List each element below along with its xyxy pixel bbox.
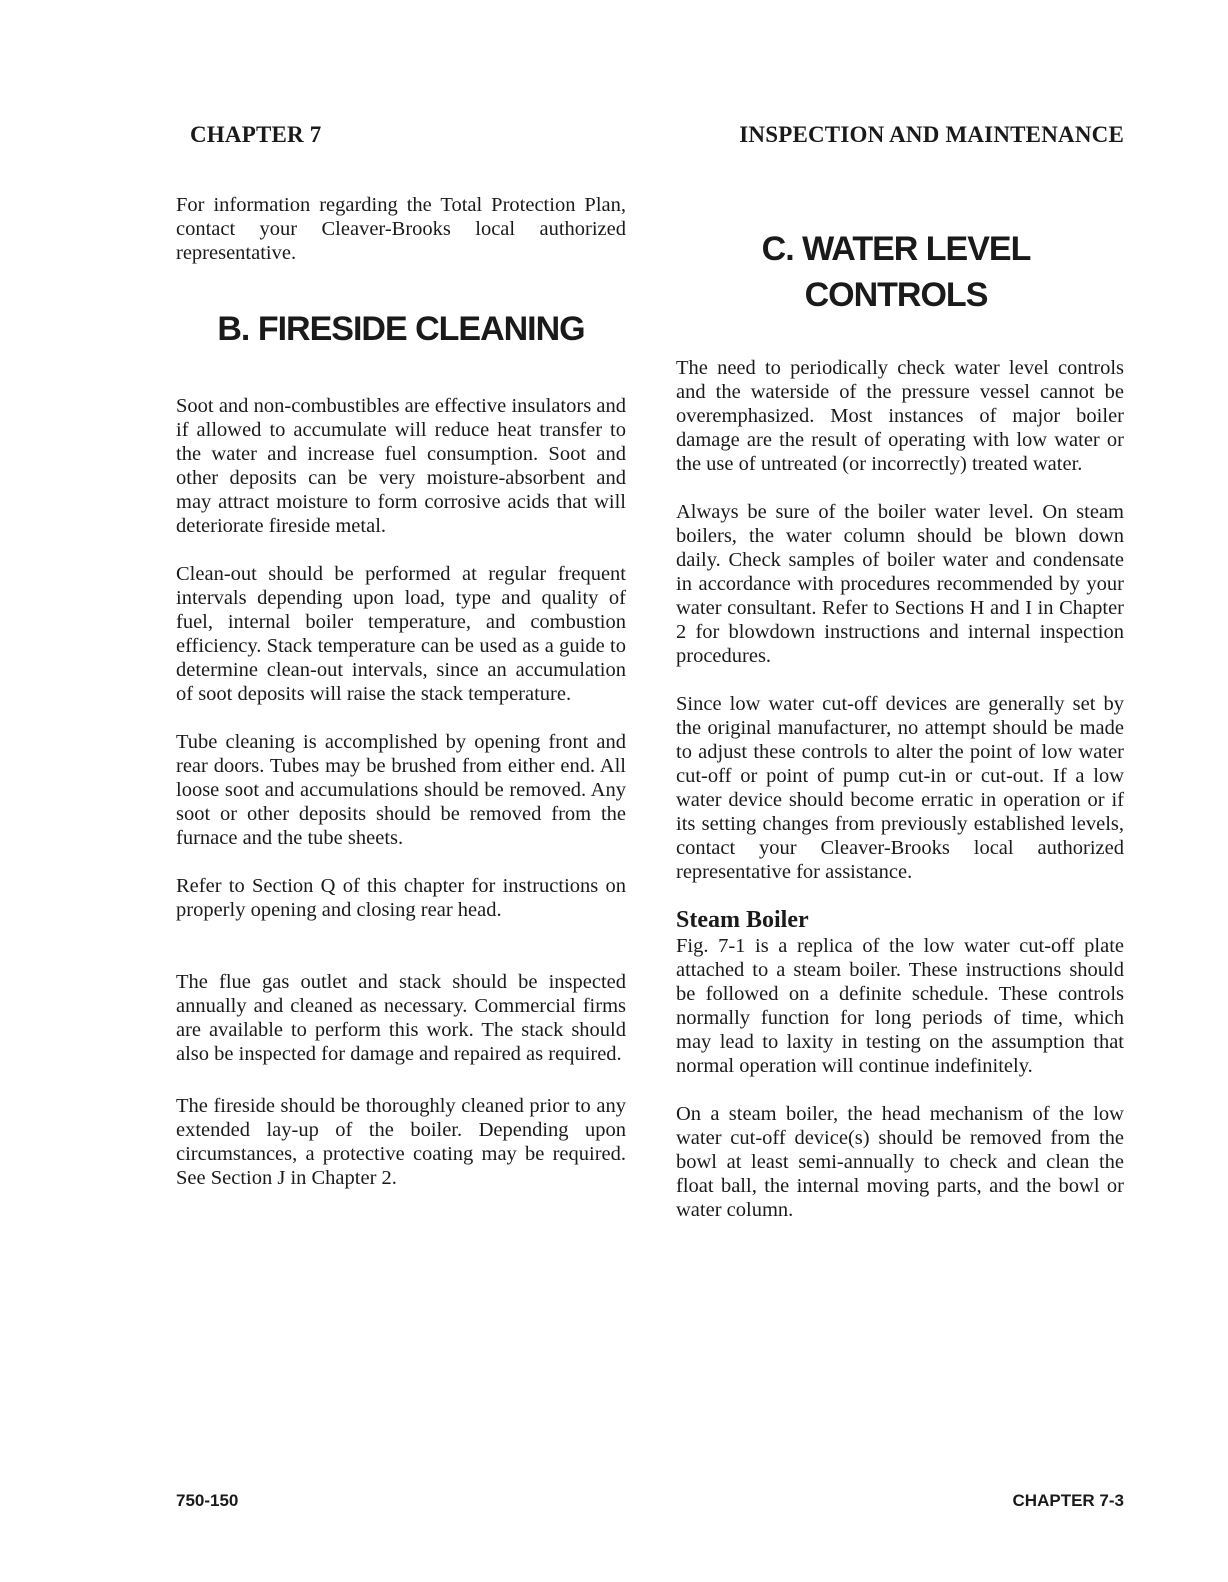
fireside-paragraph-3: Tube cleaning is accomplished by opening front and rear doors. Tubes may be brushed from either end. All loose soot and accumulations should be removed. Any soot or other deposits should be removed from the furnace and the tube sheets.	[176, 731, 626, 849]
steam-boiler-subheading: Steam Boiler	[676, 907, 809, 933]
fireside-paragraph-5: The flue gas outlet and stack should be inspected annually and cleaned as necessary. Commercial firms are available to perform this work. The stack should also be inspected for damage and repaired as required.	[176, 971, 626, 1065]
fireside-paragraph-2: Clean-out should be performed at regular frequent intervals depending upon load, type and quality of fuel, internal boiler temperature, and combustion efficiency. Stack temperature can be used as a guide to determine clean-out intervals, since an accumulation of soot deposits will raise the stack temperature.	[176, 563, 626, 705]
heading-line-1: C. WATER LEVEL	[761, 230, 1031, 268]
intro-paragraph: For information regarding the Total Protection Plan, contact your Cleaver-Brooks local authorized representative.	[176, 194, 626, 264]
steam-paragraph-2: On a steam boiler, the head mechanism of the low water cut-off device(s) should be removed from the bowl at least semi-annually to check and clean the float ball, the internal moving parts, and the bowl or water column.	[676, 1103, 1124, 1221]
header-section-title: INSPECTION AND MAINTENANCE	[739, 122, 1124, 147]
fireside-paragraph-4: Refer to Section Q of this chapter for instructions on properly opening and closing rear head.	[176, 875, 626, 921]
water-paragraph-3: Since low water cut-off devices are generally set by the original manufacturer, no attempt should be made to adjust these controls to alter the point of low water cut-off or point of pump cut-in or cut-out. If a low water device should become erratic in operation or if its setting changes from previously established levels, contact your Cleaver-Brooks local authorized representative for assistance.	[676, 693, 1124, 883]
water-paragraph-1: The need to periodically check water level controls and the waterside of the pressure vessel cannot be overemphasized. Most instances of major boiler damage are the result of operating with low water or the use of untreated (or incorrectly) treated water.	[676, 357, 1124, 475]
left-column	[176, 193, 626, 1190]
water-paragraph-2: Always be sure of the boiler water level. On steam boilers, the water column should be blown down daily. Check samples of boiler water and condensate in accordance with procedures recommended by your water consultant. Refer to Sections H and I in Chapter 2 for blowdown instructions and internal inspection procedures.	[676, 501, 1124, 667]
fireside-cleaning-heading: B. FIRESIDE CLEANING	[217, 310, 585, 348]
heading-line-2: CONTROLS	[804, 276, 988, 314]
water-level-controls-heading	[676, 226, 1116, 318]
steam-paragraph-1: Fig. 7-1 is a replica of the low water cut-off plate attached to a steam boiler. These instructions should be followed on a definite schedule. These controls normally function for long periods of time, which may lead to laxity in testing on the assumption that normal operation will continue indefinitely.	[676, 935, 1124, 1077]
right-column	[676, 226, 1124, 1222]
header-chapter: CHAPTER 7	[190, 122, 322, 147]
fireside-paragraph-6: The fireside should be thoroughly cleaned prior to any extended lay-up of the boiler. Depending upon circumstances, a protective coating may be required. See Section J in Chapter 2.	[176, 1095, 626, 1189]
footer-doc-number: 750-150	[176, 1491, 239, 1510]
footer-page-number: CHAPTER 7-3	[1012, 1491, 1124, 1510]
fireside-paragraph-1: Soot and non-combustibles are effective insulators and if allowed to accumulate will reduce heat transfer to the water and increase fuel consumption. Soot and other deposits can be very moisture-absorbent and may attract moisture to form corrosive acids that will deteriorate fireside metal.	[176, 395, 626, 537]
